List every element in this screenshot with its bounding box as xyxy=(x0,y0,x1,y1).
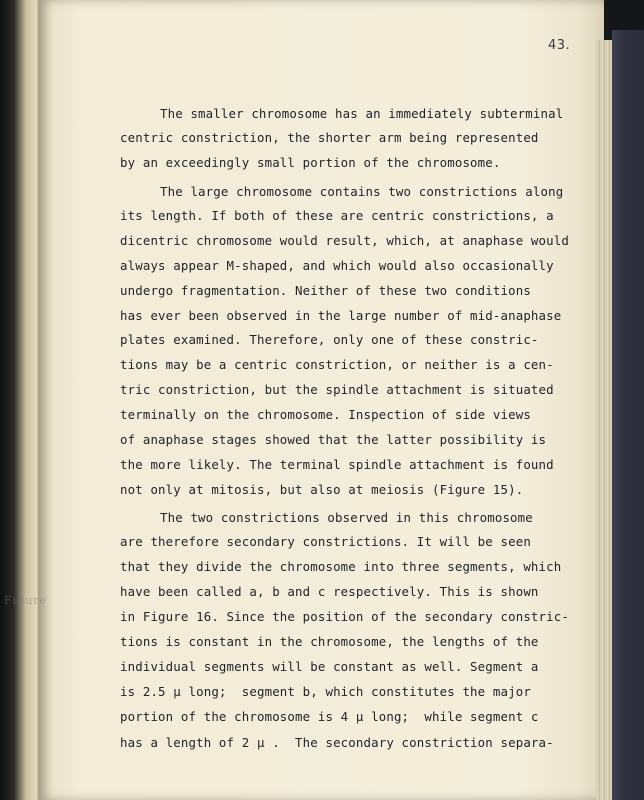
text-line: has ever been observed in the large number of mid-anaphase xyxy=(120,308,562,323)
text-line: plates examined. Therefore, only one of these constric- xyxy=(120,332,539,347)
text-line: are therefore secondary constrictions. It will be seen xyxy=(120,534,531,549)
text-line: has a length of 2 μ . The secondary constriction separa- xyxy=(120,735,554,750)
text-line: The large chromosome contains two constrictions along xyxy=(160,184,564,199)
text-line: by an exceedingly small portion of the chromosome. xyxy=(120,155,501,170)
text-line: tions may be a centric constriction, or neither is a cen- xyxy=(120,357,554,372)
text-line: its length. If both of these are centric constrictions, a xyxy=(120,208,554,223)
text-line: in Figure 16. Since the position of the secondary constric- xyxy=(120,609,569,624)
text-line: always appear M-shaped, and which would also occasionally xyxy=(120,258,554,273)
text-line: portion of the chromosome is 4 μ long; while segment c xyxy=(120,709,539,724)
text-line: terminally on the chromosome. Inspection of side views xyxy=(120,407,531,422)
text-line: tric constriction, but the spindle attachment is situated xyxy=(120,382,554,397)
faint-margin-text: Figure xyxy=(4,594,48,607)
text-line: individual segments will be constant as well. Segment a xyxy=(120,659,539,674)
text-line: The two constrictions observed in this chromosome xyxy=(160,510,533,525)
text-line: centric constriction, the shorter arm being represented xyxy=(120,130,539,145)
text-line: tions is constant in the chromosome, the lengths of the xyxy=(120,634,539,649)
text-line: not only at mitosis, but also at meiosis (Figure 15). xyxy=(120,482,524,497)
text-line: of anaphase stages showed that the latter possibility is xyxy=(120,432,547,447)
text-line: dicentric chromosome would result, which, at anaphase would xyxy=(120,233,569,248)
text-line: undergo fragmentation. Neither of these two conditions xyxy=(120,283,531,298)
text-line: is 2.5 μ long; segment b, which constitutes the major xyxy=(120,684,531,699)
text-line: have been called a, b and c respectively. This is shown xyxy=(120,584,539,599)
text-line: The smaller chromosome has an immediately subterminal xyxy=(160,106,564,121)
text-line: that they divide the chromosome into three segments, which xyxy=(120,559,562,574)
page-number: 43. xyxy=(548,38,571,53)
text-line: the more likely. The terminal spindle attachment is found xyxy=(120,457,554,472)
